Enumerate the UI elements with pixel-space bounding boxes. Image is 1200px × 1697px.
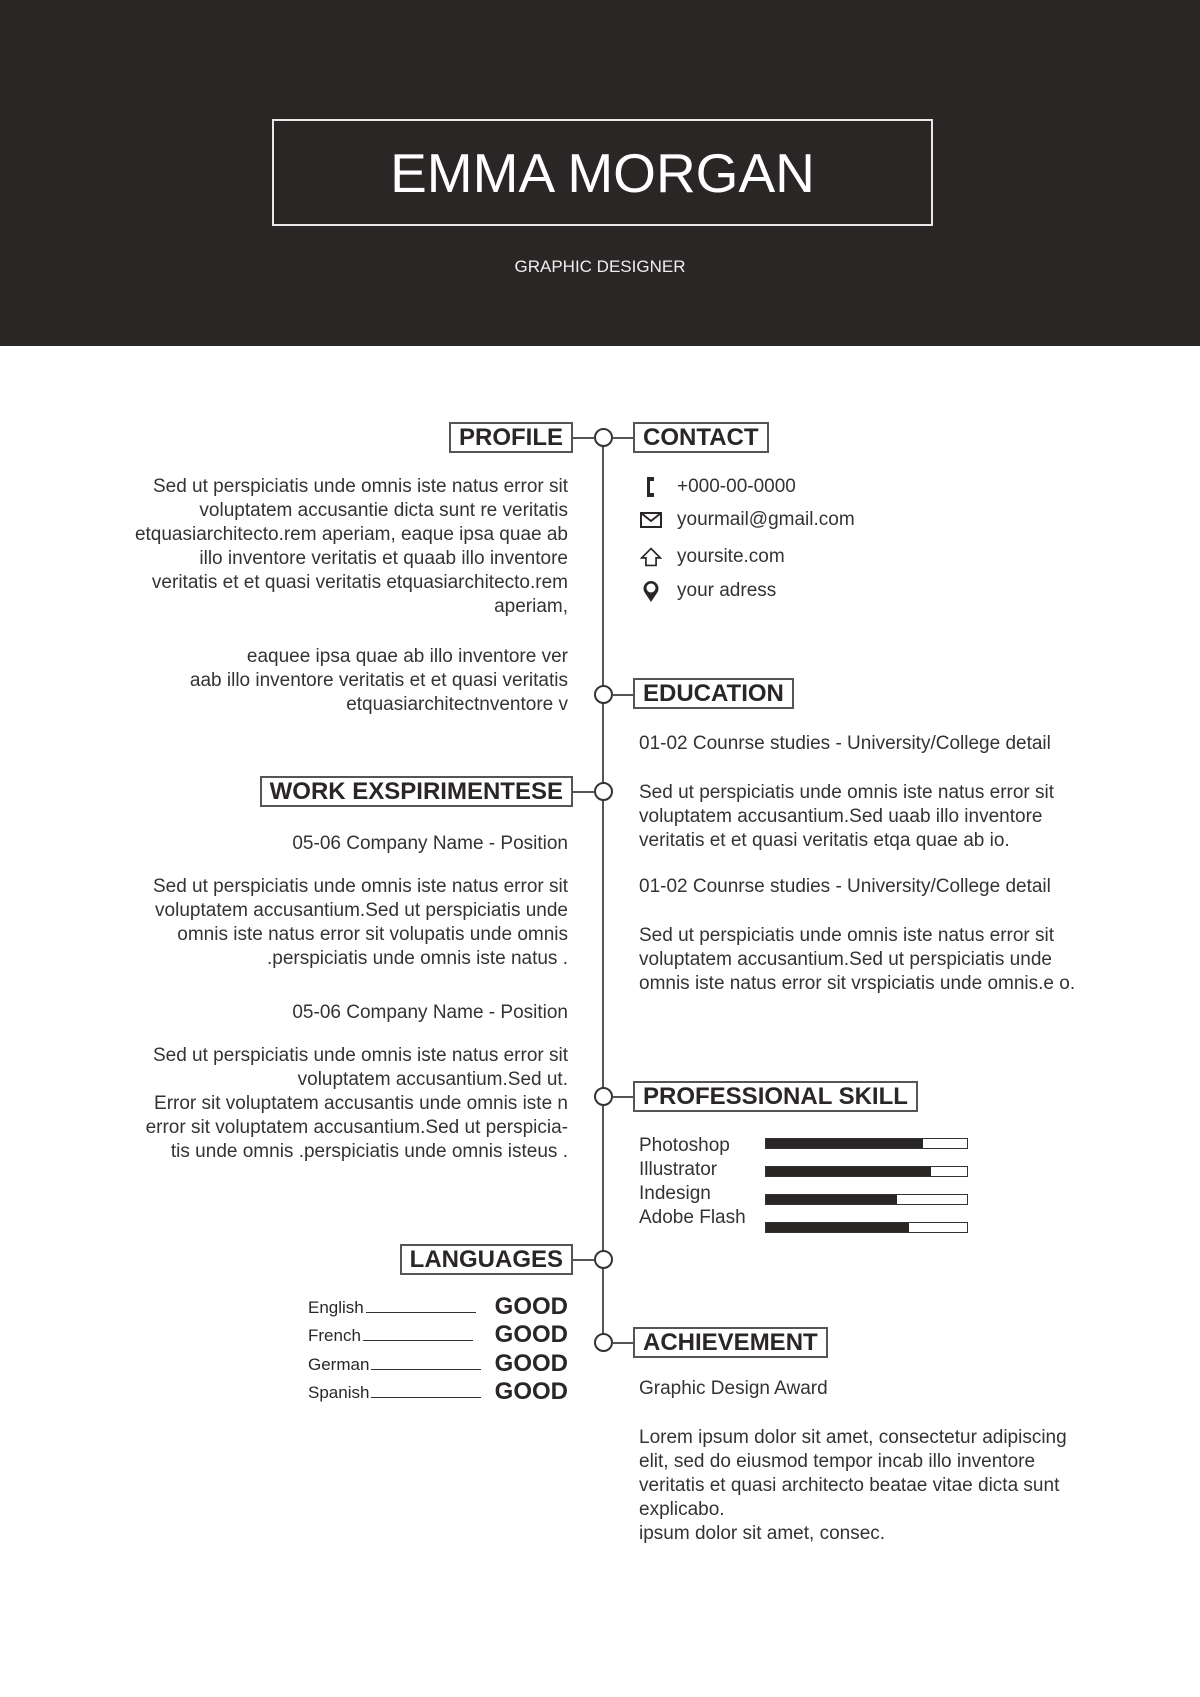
timeline-dot xyxy=(594,685,613,704)
timeline-dot xyxy=(594,1087,613,1106)
skill-level-fill xyxy=(766,1223,909,1232)
connector xyxy=(613,1096,633,1098)
timeline-dot xyxy=(594,1250,613,1269)
dotted-rule xyxy=(366,1312,476,1313)
skill-level-fill xyxy=(766,1195,897,1204)
language-name: Spanish xyxy=(308,1383,370,1402)
language-level: GOOD xyxy=(494,1293,568,1320)
language-name: English xyxy=(308,1298,364,1317)
profile-heading: PROFILE xyxy=(449,422,573,453)
name-title: EMMA MORGAN xyxy=(272,119,933,226)
achievement-text: Lorem ipsum dolor sit amet, consectetur adipiscing elit, sed do eiusmod tempor incab illo inventore veritatis et quasi architecto beatae vitae dicta sunt explicabo. ipsum dolor sit amet, consec. xyxy=(639,1427,1067,1544)
language-level: GOOD xyxy=(494,1321,568,1348)
phone-icon xyxy=(640,476,662,498)
language-name: German xyxy=(308,1355,370,1374)
skill-level-bar xyxy=(765,1222,968,1233)
contact-heading: CONTACT xyxy=(633,422,769,453)
timeline-dot xyxy=(594,782,613,801)
achievement-heading: ACHIEVEMENT xyxy=(633,1327,828,1358)
connector xyxy=(613,437,633,439)
education-entry-title: 01-02 Counrse studies - University/College detail xyxy=(639,876,1051,897)
dotted-rule xyxy=(363,1340,473,1341)
work-entry-text: Sed ut perspiciatis unde omnis iste natus error sit voluptatem accusantium.Sed ut perspiciatis unde omnis iste natus error sit volupatis unde omnis .perspiciatis unde omnis iste natus . xyxy=(152,876,568,969)
dotted-rule xyxy=(371,1369,481,1370)
education-heading: EDUCATION xyxy=(633,678,794,709)
skill-level-bar xyxy=(765,1194,968,1205)
language-row xyxy=(308,1293,568,1320)
contact-email[interactable]: yourmail@gmail.com xyxy=(677,509,855,530)
education-entry-text: Sed ut perspiciatis unde omnis iste natus error sit voluptatem accusantium.Sed uaab illo inventore veritatis et et quasi veritatis etqa quae ab io. xyxy=(639,782,1055,851)
connector xyxy=(573,1259,594,1261)
contact-website[interactable]: yoursite.com xyxy=(677,546,785,567)
skill-level-fill xyxy=(766,1167,931,1176)
language-level: GOOD xyxy=(494,1378,568,1405)
location-pin-icon xyxy=(640,580,662,602)
skill-name: Adobe Flash xyxy=(639,1207,746,1228)
home-icon xyxy=(640,546,662,568)
connector xyxy=(573,791,594,793)
mail-icon xyxy=(640,509,662,531)
language-row xyxy=(308,1378,568,1405)
job-title: GRAPHIC DESIGNER xyxy=(514,257,686,276)
dotted-rule xyxy=(371,1397,481,1398)
contact-address: your adress xyxy=(677,580,777,601)
skill-level-bar xyxy=(765,1166,968,1177)
work-entry-text: Sed ut perspiciatis unde omnis iste natus error sit voluptatem accusantium.Sed ut. Error sit voluptatem accusantis unde omnis iste n error sit voluptatem accusantium.Sed ut perspicia- tis unde omnis .perspiciatis unde omnis isteus . xyxy=(145,1045,568,1162)
contact-phone: +000-00-0000 xyxy=(677,476,796,497)
work-entry-title: 05-06 Company Name - Position xyxy=(292,833,568,854)
timeline-line xyxy=(602,437,604,1342)
skill-name: Illustrator xyxy=(639,1159,718,1180)
skill-level-fill xyxy=(766,1139,923,1148)
work-entry-title: 05-06 Company Name - Position xyxy=(292,1002,568,1023)
connector xyxy=(613,694,633,696)
skill-level-bar xyxy=(765,1138,968,1149)
skill-name: Indesign xyxy=(639,1183,711,1204)
education-entry-title: 01-02 Counrse studies - University/College detail xyxy=(639,733,1051,754)
connector xyxy=(613,1342,633,1344)
education-entry-text: Sed ut perspiciatis unde omnis iste natus error sit voluptatem accusantium.Sed ut perspiciatis unde omnis iste natus error sit vrspiciatis unde omnis.e o. xyxy=(639,925,1076,994)
language-row xyxy=(308,1350,568,1377)
timeline-dot xyxy=(594,1333,613,1352)
profile-text: eaquee ipsa quae ab illo inventore ver aab illo inventore veritatis et et quasi veritatis etquasiarchitectnventore v xyxy=(189,646,568,715)
skill-name: Photoshop xyxy=(639,1135,730,1156)
timeline-dot xyxy=(594,428,613,447)
skills-heading: PROFESSIONAL SKILL xyxy=(633,1081,918,1112)
languages-heading: LANGUAGES xyxy=(400,1244,573,1275)
achievement-title: Graphic Design Award xyxy=(639,1378,828,1399)
connector xyxy=(573,437,594,439)
language-name: French xyxy=(308,1326,361,1345)
work-heading: WORK EXSPIRIMENTESE xyxy=(260,776,573,807)
language-level: GOOD xyxy=(494,1350,568,1377)
profile-text: Sed ut perspiciatis unde omnis iste natus error sit voluptatem accusantie dicta sunt re veritatis etquasiarchitecto.rem aperiam, eaque ipsa quae ab illo inventore veritatis et quaab illo inventore veritatis et et quasi veritatis etquasiarchitecto.rem aperiam, xyxy=(134,476,568,617)
language-row xyxy=(308,1321,568,1348)
